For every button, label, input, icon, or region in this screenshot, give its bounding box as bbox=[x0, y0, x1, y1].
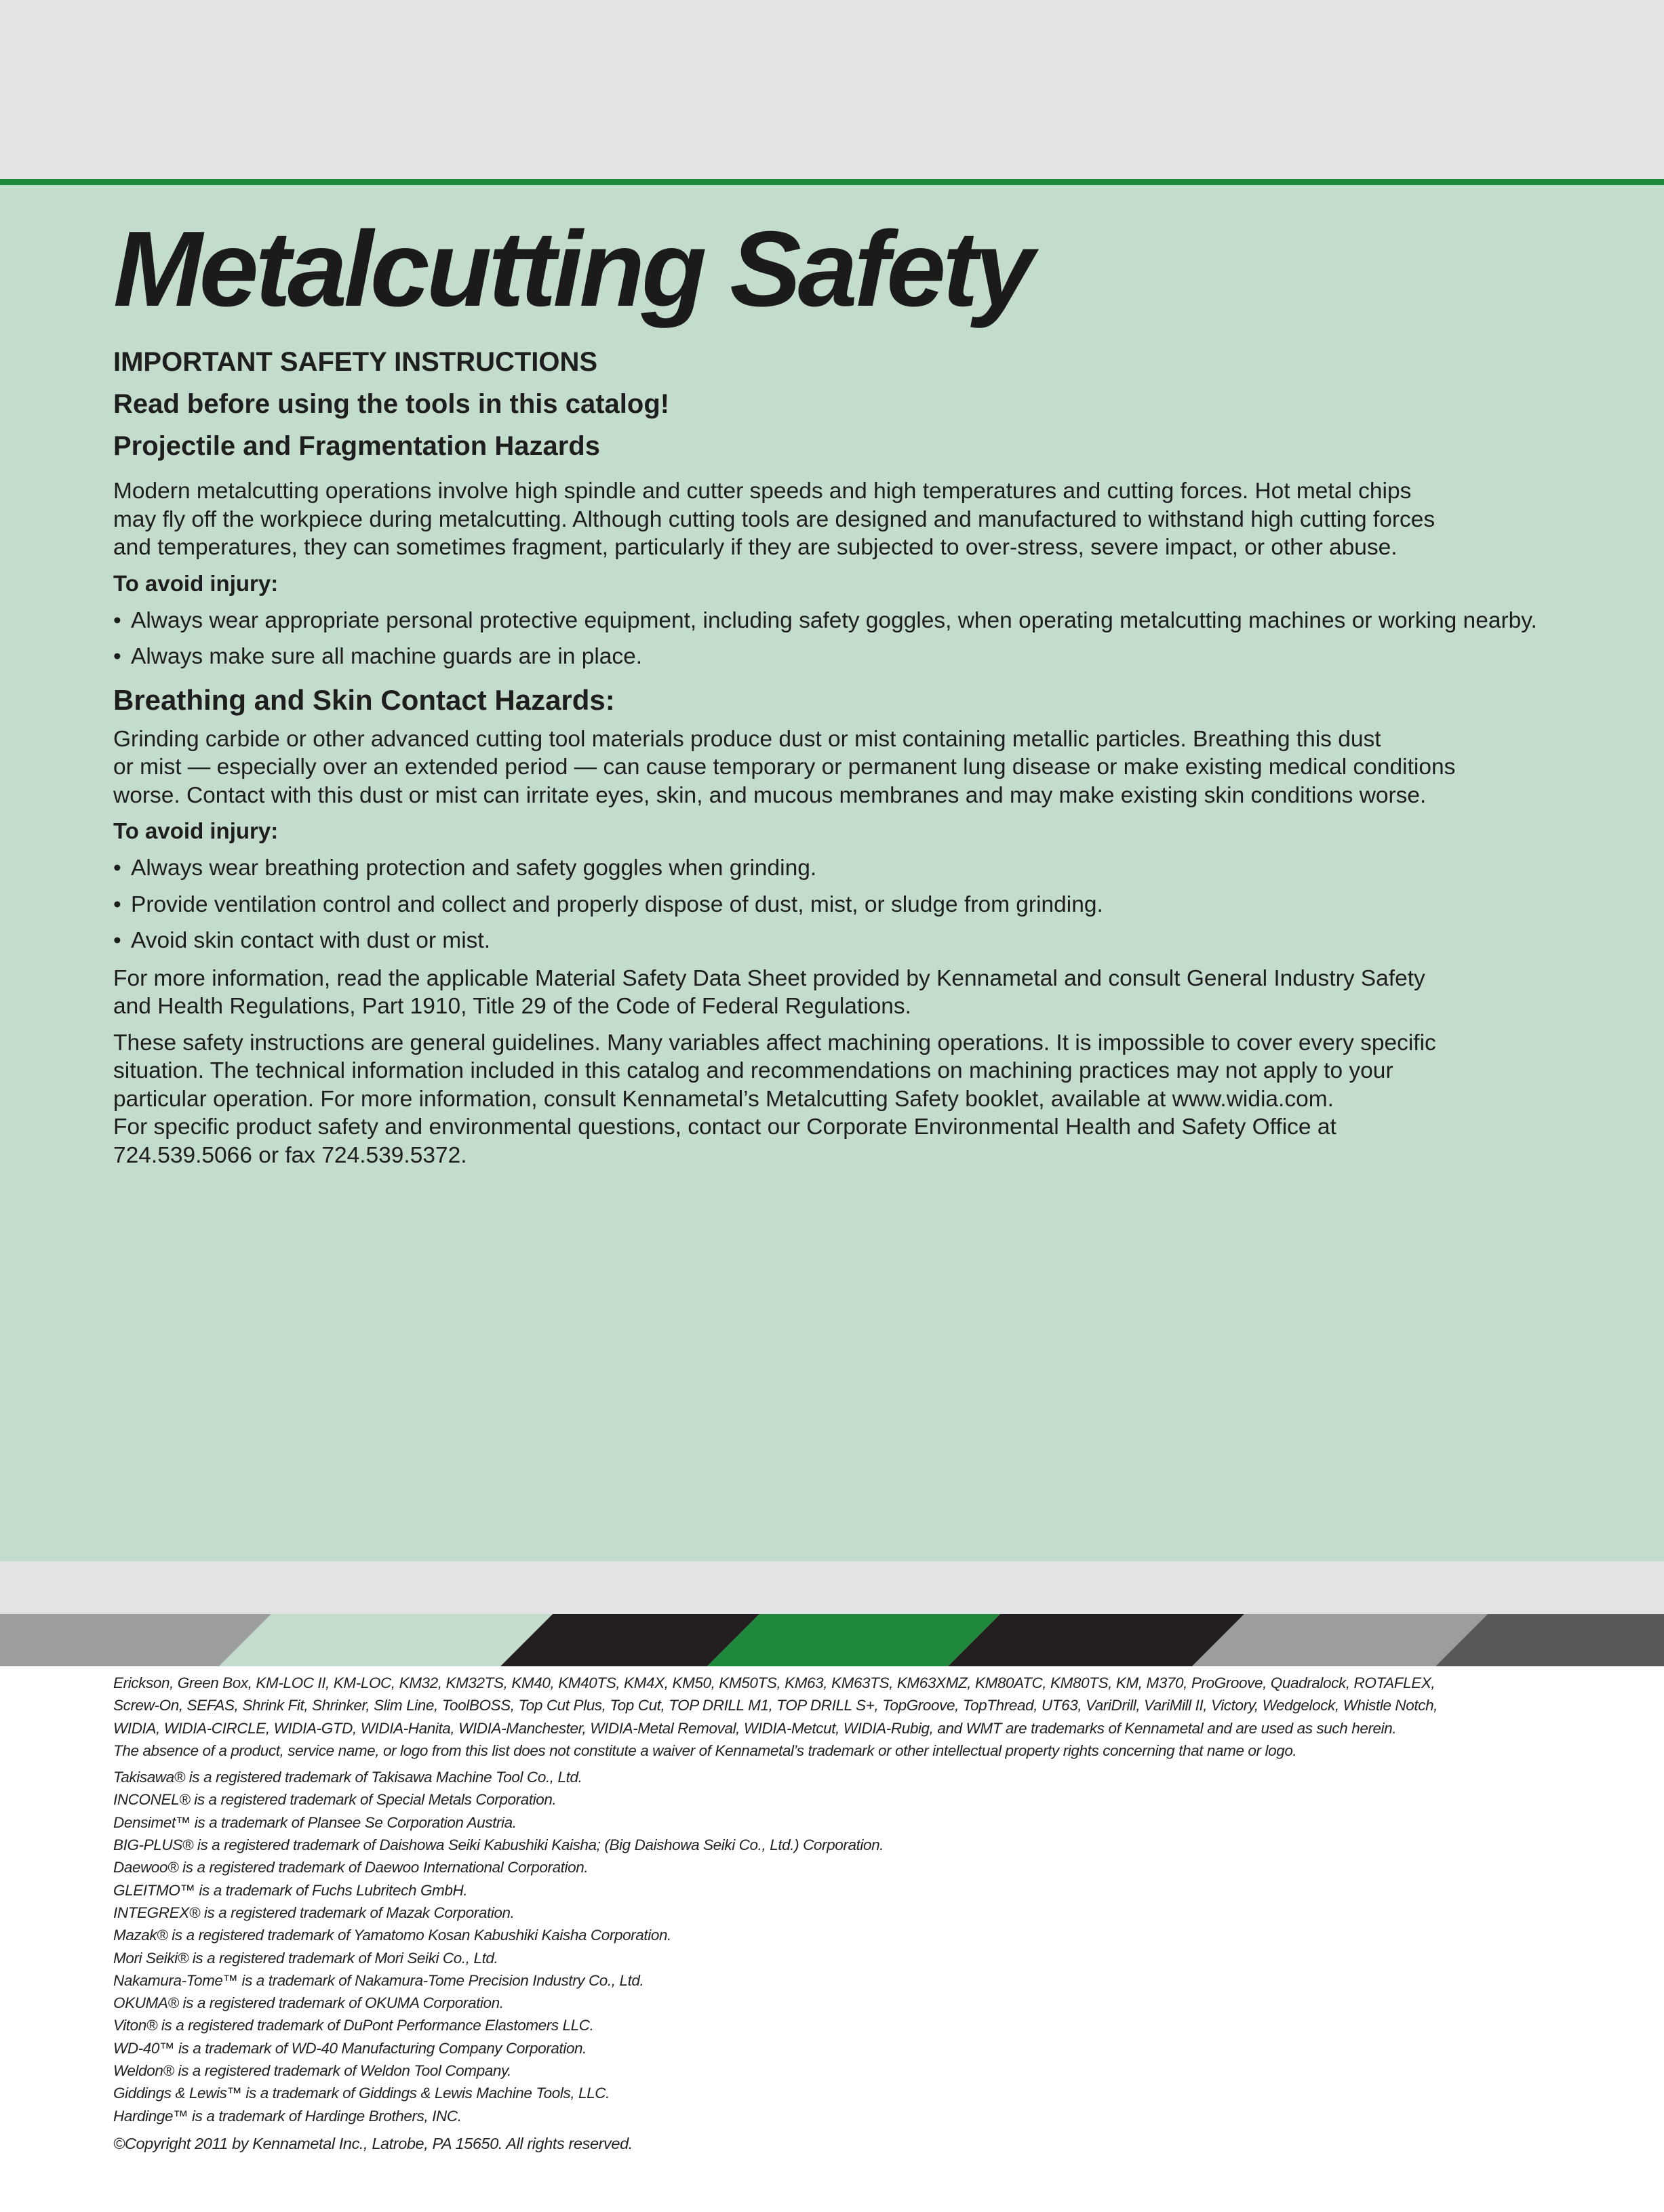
list-item: • Avoid skin contact with dust or mist. bbox=[113, 927, 1558, 955]
bullet-dot: • bbox=[113, 928, 121, 954]
projectile-bullet-list bbox=[113, 607, 1558, 671]
third-party-trademarks bbox=[113, 1766, 1578, 2127]
trademark-line: INTEGREX® is a registered trademark of Mazak Corporation. bbox=[113, 1904, 515, 1921]
trademark-line: Daewoo® is a registered trademark of Daewoo International Corporation. bbox=[113, 1859, 589, 1876]
page-title: Metalcutting Safety bbox=[113, 209, 1031, 329]
trademark-line: INCONEL® is a registered trademark of Special Metals Corporation. bbox=[113, 1791, 557, 1809]
decorative-stripe-band bbox=[0, 1561, 1664, 1666]
safety-content bbox=[113, 209, 1558, 1178]
trademark-line: Viton® is a registered trademark of DuPont Performance Elastomers LLC. bbox=[113, 2017, 594, 2034]
breathing-hazards-text: Grinding carbide or other advanced cutting tool materials produce dust or mist containing metallic particles. Breathing this dust or mist — especially over an extended period — can cause temporary or permanent lung disease or make existing medical conditions worse. Contact with this dust or mist can irritate eyes, skin, and mucous membranes and may make existing skin conditions worse. bbox=[113, 726, 1456, 808]
trademark-line: Erickson, Green Box, KM-LOC II, KM-LOC, KM32, KM32TS, KM40, KM40TS, KM4X, KM50, KM50TS, KM63, KM63TS, KM63XMZ, KM80ATC, KM80TS, KM, M370, ProGroove, Quadralock, ROTAFLEX, bbox=[113, 1674, 1435, 1691]
avoid-injury-label: To avoid injury: bbox=[113, 570, 279, 596]
trademark-line: Screw-On, SEFAS, Shrink Fit, Shrinker, Slim Line, ToolBOSS, Top Cut Plus, Top Cut, TOP DRILL M1, TOP DRILL S+, TopGroove, TopThread, UT63, VariDrill, VariMill II, Victory, Wedgelock, Whistle Notch, bbox=[113, 1697, 1438, 1714]
trademark-line: Mazak® is a registered trademark of Yamatomo Kosan Kabushiki Kaisha Corporation. bbox=[113, 1927, 671, 1944]
guidelines-text: These safety instructions are general guidelines. Many variables affect machining operations. It is impossible to cover every specific situation. The technical information included in this catalog and recommendations on machining practices may not apply to your particular operation. For more information, consult Kennametal’s Metalcutting Safety booklet, available at www.widia.com. For specific product safety and environmental questions, contact our Corporate Environmental Health and Safety Office at 724.539.5066 or fax 724.539.5372. bbox=[113, 1030, 1436, 1168]
list-item: • Provide ventilation control and collect and properly dispose of dust, mist, or sludge from grinding. bbox=[113, 891, 1558, 919]
trademark-legal-notes bbox=[113, 1672, 1578, 2155]
list-item: • Always wear breathing protection and safety goggles when grinding. bbox=[113, 854, 1558, 883]
stripe-black-segment-2 bbox=[948, 1614, 1244, 1666]
more-information-text: For more information, read the applicable Material Safety Data Sheet provided by Kennametal and consult General Industry Safety and Health Regulations, Part 1910, Title 29 of the Code of Federal Regulations. bbox=[113, 965, 1425, 1020]
kennametal-trademarks bbox=[113, 1672, 1578, 1762]
read-before-heading: Read before using the tools in this catalog! bbox=[113, 389, 670, 419]
trademark-line: WD-40™ is a trademark of WD-40 Manufacturing Company Corporation. bbox=[113, 2039, 587, 2057]
breathing-bullet-list bbox=[113, 854, 1558, 955]
projectile-hazards-heading: Projectile and Fragmentation Hazards bbox=[113, 431, 600, 461]
list-item: • Always wear appropriate personal protective equipment, including safety goggles, when operating metalcutting machines or working nearby. bbox=[113, 607, 1558, 635]
top-gray-band bbox=[0, 0, 1664, 179]
important-instructions-heading: IMPORTANT SAFETY INSTRUCTIONS bbox=[113, 347, 598, 377]
trademark-line: The absence of a product, service name, or logo from this list does not constitute a waiver of Kennametal’s trademark or other intellectual property rights concerning that name or logo. bbox=[113, 1742, 1297, 1759]
list-item: • Always make sure all machine guards are in place. bbox=[113, 643, 1558, 671]
trademark-line: Hardinge™ is a trademark of Hardinge Brothers, INC. bbox=[113, 2107, 462, 2125]
bullet-dot: • bbox=[113, 607, 121, 633]
projectile-hazards-text: Modern metalcutting operations involve high spindle and cutter speeds and high temperatures and cutting forces. Hot metal chips may fly off the workpiece during metalcutting. Although cutting tools are designed and manufactured to withstand high cutting forces and temperatures, they can sometimes fragment, particularly if they are subjected to over-stress, severe impact, or other abuse. bbox=[113, 479, 1435, 560]
bullet-dot: • bbox=[113, 856, 121, 881]
trademark-line: Takisawa® is a registered trademark of Takisawa Machine Tool Co., Ltd. bbox=[113, 1769, 582, 1786]
stripe-gray-top bbox=[0, 1561, 1664, 1614]
trademark-line: Weldon® is a registered trademark of Weldon Tool Company. bbox=[113, 2062, 511, 2080]
copyright-notice: ©Copyright 2011 by Kennametal Inc., Latrobe, PA 15650. All rights reserved. bbox=[113, 2134, 633, 2152]
trademark-line: Giddings & Lewis™ is a trademark of Giddings & Lewis Machine Tools, LLC. bbox=[113, 2085, 610, 2102]
trademark-line: Mori Seiki® is a registered trademark of Mori Seiki Co., Ltd. bbox=[113, 1949, 498, 1967]
breathing-hazards-heading: Breathing and Skin Contact Hazards: bbox=[113, 683, 615, 716]
trademark-line: WIDIA, WIDIA-CIRCLE, WIDIA-GTD, WIDIA-Hanita, WIDIA-Manchester, WIDIA-Metal Removal, WIDIA-Metcut, WIDIA-Rubig, and WMT are trademarks of Kennametal and are used as such herein. bbox=[113, 1719, 1397, 1737]
stripe-green-light-segment bbox=[219, 1614, 553, 1666]
avoid-injury-label: To avoid injury: bbox=[113, 818, 279, 844]
diagonal-stripe-graphic bbox=[0, 1614, 1664, 1666]
green-accent-rule bbox=[0, 179, 1664, 185]
trademark-line: OKUMA® is a registered trademark of OKUMA Corporation. bbox=[113, 1994, 504, 2012]
bullet-dot: • bbox=[113, 644, 121, 669]
trademark-line: Densimet™ is a trademark of Plansee Se Corporation Austria. bbox=[113, 1813, 517, 1831]
trademark-line: GLEITMO™ is a trademark of Fuchs Lubritech GmbH. bbox=[113, 1881, 468, 1899]
bullet-dot: • bbox=[113, 891, 121, 917]
trademark-line: BIG-PLUS® is a registered trademark of Daishowa Seiki Kabushiki Kaisha; (Big Daishowa Seiki Co., Ltd.) Corporation. bbox=[113, 1836, 884, 1854]
trademark-line: Nakamura-Tome™ is a trademark of Nakamura-Tome Precision Industry Co., Ltd. bbox=[113, 1971, 644, 1989]
